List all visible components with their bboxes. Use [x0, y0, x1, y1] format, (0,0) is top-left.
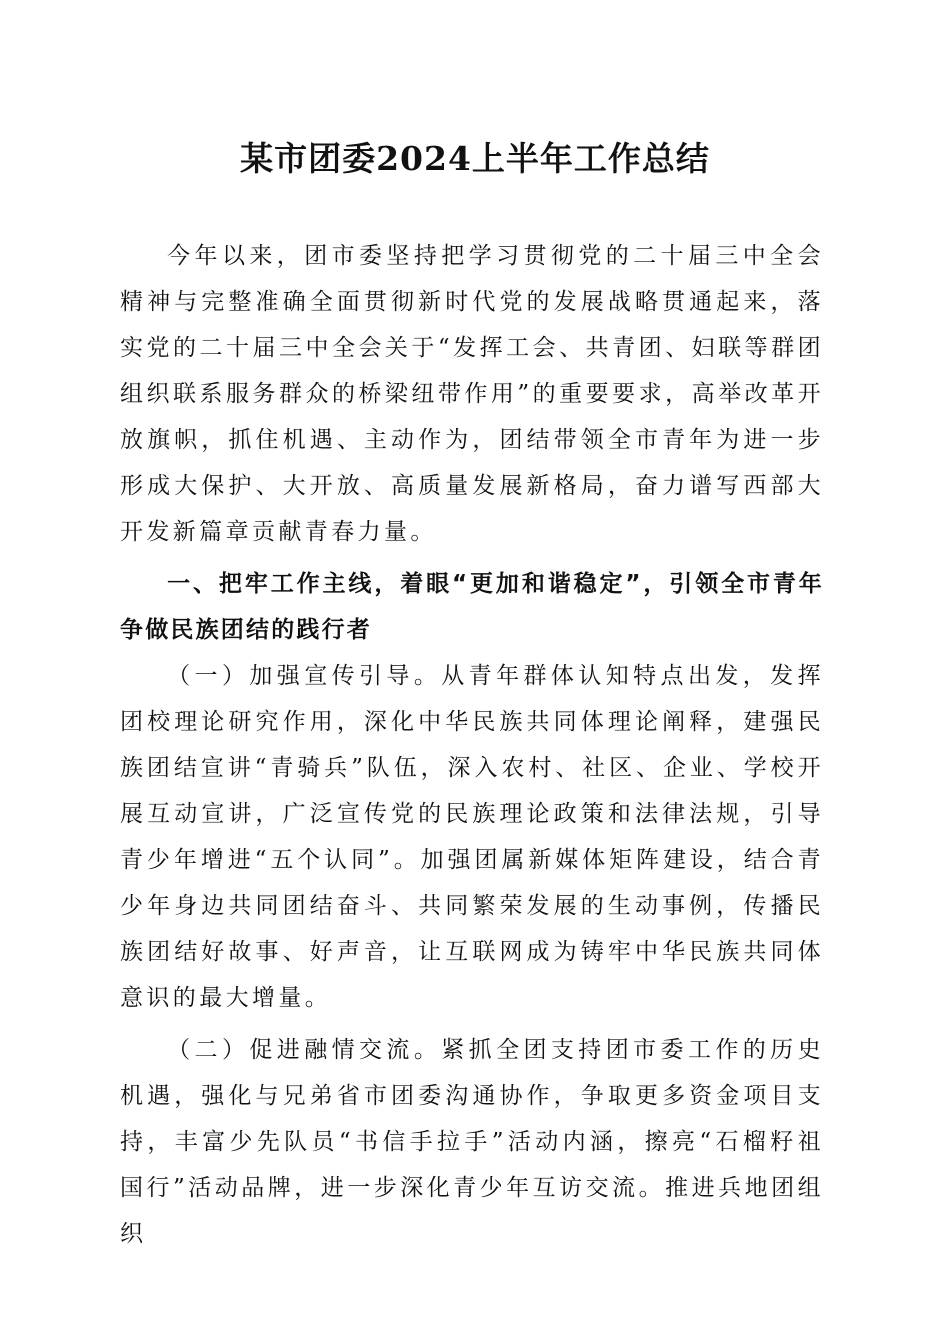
- document-title: 某市团委2024上半年工作总结: [240, 139, 710, 178]
- section-1-item-1: （一）加强宣传引导。从青年群体认知特点出发，发挥团校理论研究作用，深化中华民族共同体理论阐释，建强民族团结宣讲“青骑兵”队伍，深入农村、社区、企业、学校开展互动宣讲，广泛宣传党的民族理论政策和法律法规，引导青少年增进“五个认同”。加强团属新媒体矩阵建设，结合青少年身边共同团结奋斗、共同繁荣发展的生动事例，传播民族团结好故事、好声音，让互联网成为铸牢中华民族共同体意识的最大增量。: [120, 663, 824, 1011]
- intro-paragraph: 今年以来，团市委坚持把学习贯彻党的二十届三中全会精神与完整准确全面贯彻新时代党的发展战略贯通起来，落实党的二十届三中全会关于“发挥工会、共青团、妇联等群团组织联系服务群众的桥梁纽带作用”的重要要求，高举改革开放旗帜，抓住机遇、主动作为，团结带领全市青年为进一步形成大保护、大开放、高质量发展新格局，奋力谱写西部大开发新篇章贡献青春力量。: [120, 243, 824, 545]
- section-1-item-2: （二）促进融情交流。紧抓全团支持团市委工作的历史机遇，强化与兄弟省市团委沟通协作，争取更多资金项目支持，丰富少先队员“书信手拉手”活动内涵，擦亮“石榴籽祖国行”活动品牌，进一步深化青少年互访交流。推进兵地团组织: [120, 1037, 824, 1247]
- document-body: [120, 233, 824, 1257]
- section-heading-1: 一、把牢工作主线，着眼“更加和谐稳定”，引领全市青年争做民族团结的践行者: [120, 571, 824, 643]
